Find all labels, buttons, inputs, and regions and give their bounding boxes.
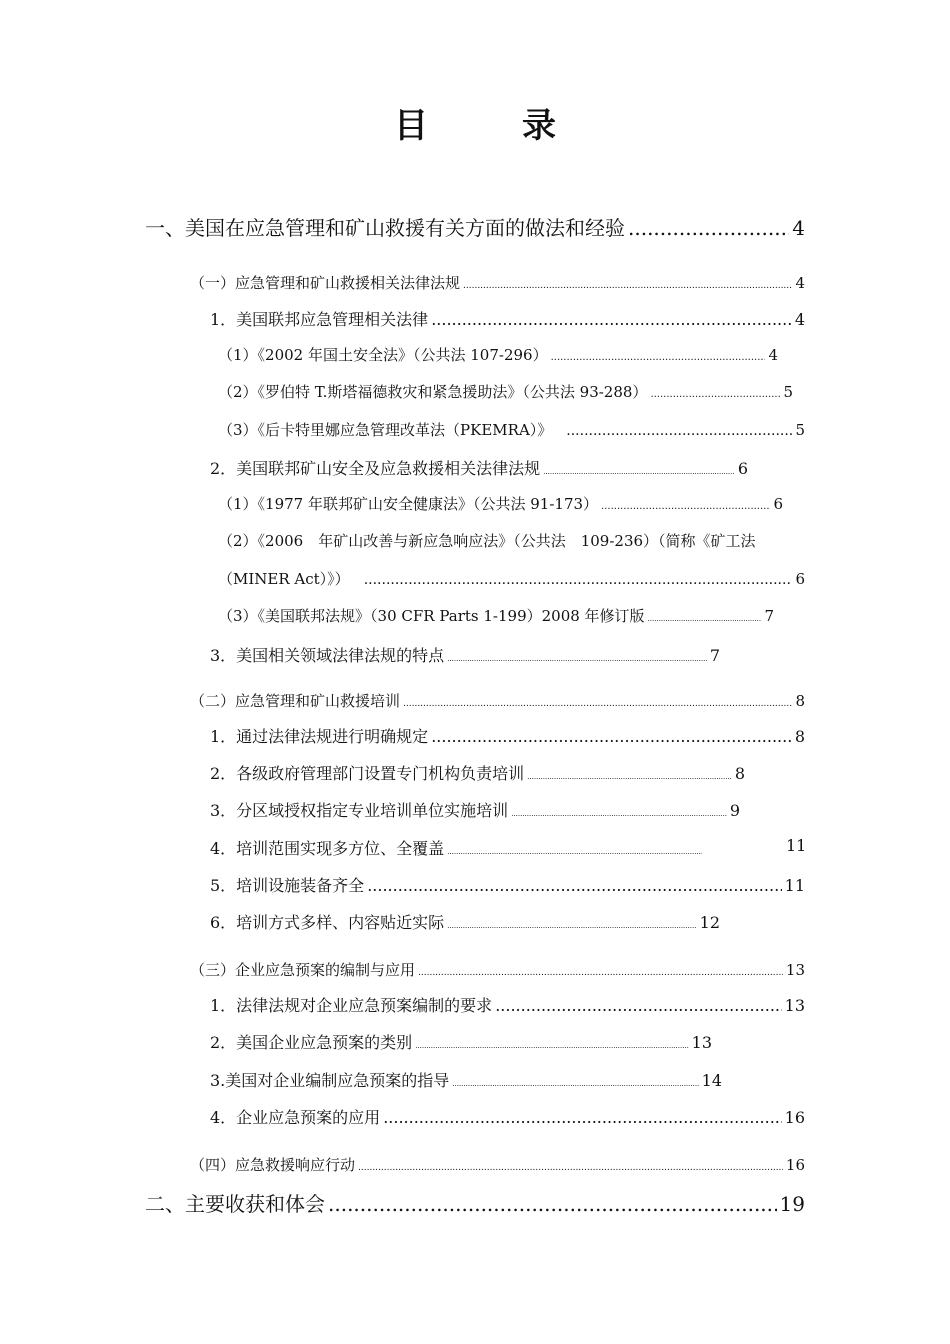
dot-leader: [447, 922, 696, 930]
toc-page-number: 9: [729, 801, 740, 820]
toc-page-number: 7: [709, 646, 720, 665]
dot-leader: [447, 655, 707, 663]
toc-entry-item[interactable]: [210, 873, 805, 896]
toc-entry-text: 一、美国在应急管理和矿山救援有关方面的做法和经验: [145, 216, 625, 240]
toc-entry-text: 2．各级政府管理部门设置专门机构负责培训: [210, 764, 525, 783]
dot-leader: [628, 216, 789, 240]
toc-entry-subitem[interactable]: [218, 419, 805, 440]
dot-leader: [648, 615, 762, 623]
dot-leader: [431, 310, 792, 329]
toc-entry-subitem-line2[interactable]: [218, 568, 805, 589]
toc-page-number: 13: [785, 961, 805, 979]
toc-page-number: 6: [795, 570, 805, 588]
dot-leader: [650, 389, 780, 400]
toc-entry-item[interactable]: [210, 456, 748, 479]
dot-leader: [495, 996, 781, 1015]
dot-leader: [415, 1042, 688, 1050]
toc-entry-text: 1．美国联邦应急管理相关法律: [210, 310, 429, 329]
toc-entry-subitem[interactable]: [218, 344, 778, 365]
dot-leader: [511, 810, 727, 818]
toc-entry-text: 3.美国对企业编制应急预案的指导: [210, 1071, 450, 1090]
toc-entry-text: （2）《罗伯特 T.斯塔福德救灾和紧急援助法》（公共法 93-288）: [218, 383, 648, 401]
toc-entry-text: 2．美国联邦矿山安全及应急救援相关法律法规: [210, 459, 541, 478]
toc-entry-item[interactable]: [210, 1105, 805, 1128]
toc-entry-text: 1．通过法律法规进行明确规定: [210, 727, 429, 746]
dot-leader: [566, 423, 792, 439]
toc-page-number: 8: [734, 764, 745, 783]
toc-entry-subitem[interactable]: [218, 381, 793, 402]
dot-leader: [418, 968, 783, 978]
toc-page-number: 6: [773, 495, 783, 513]
toc-entry-item[interactable]: [210, 1030, 712, 1053]
toc-entry-text: 3．分区域授权指定专业培训单位实施培训: [210, 801, 509, 820]
toc-entry-item[interactable]: [210, 910, 720, 933]
toc-entry-text: （1）《2002 年国土安全法》（公共法 107-296）: [218, 346, 548, 364]
toc-entry-item[interactable]: [210, 798, 740, 821]
toc-entry-text: 2．美国企业应急预案的类别: [210, 1033, 413, 1052]
toc-entry-subitem[interactable]: [218, 493, 783, 514]
toc-entry-text: （3）《美国联邦法规》（30 CFR Parts 1-199）2008 年修订版: [218, 607, 645, 625]
toc-page-number: 14: [701, 1071, 722, 1090]
dot-leader: [527, 773, 732, 781]
toc-entry-item[interactable]: [210, 761, 745, 784]
toc-entry-text: 4．企业应急预案的应用: [210, 1108, 381, 1127]
toc-entry-text: （二）应急管理和矿山救援培训: [190, 692, 401, 710]
toc-entry-text: 4．培训范围实现多方位、全覆盖: [210, 839, 445, 858]
toc-entry-subitem[interactable]: [218, 605, 774, 626]
toc-entry-text: （3）《后卡特里娜应急管理改革法（PKEMRA）》: [218, 421, 553, 439]
toc-page-number: 7: [764, 607, 774, 625]
toc-page-number: 8: [795, 692, 805, 710]
toc-page-number: 5: [795, 421, 805, 439]
toc-entry-item[interactable]: [210, 836, 705, 859]
toc-page-number: 19: [779, 1192, 805, 1216]
toc-page-number: 16: [785, 1156, 805, 1174]
toc-entry-text: 1．法律法规对企业应急预案编制的要求: [210, 996, 493, 1015]
toc-page-number: 11: [786, 836, 807, 855]
toc-page-number: 4: [794, 310, 805, 329]
toc-page-number: 4: [792, 216, 805, 240]
dot-leader: [367, 876, 781, 895]
toc-entry-section-4[interactable]: [190, 1154, 805, 1175]
toc-entry-item[interactable]: [210, 724, 805, 747]
toc-page-number: 12: [699, 913, 720, 932]
dot-leader: [383, 1108, 781, 1127]
dot-leader: [551, 352, 766, 363]
toc-entry-chapter-1[interactable]: [145, 212, 805, 241]
toc-entry-item[interactable]: [210, 307, 805, 330]
toc-entry-item[interactable]: [210, 993, 805, 1016]
toc-page-number: 16: [784, 1108, 805, 1127]
dot-leader: [601, 501, 770, 512]
toc-entry-subitem-line1[interactable]: （2）《2006 年矿山改善与新应急响应法》（公共法 109-236）（简称《矿工法: [218, 532, 756, 550]
toc-page-number: 11: [784, 876, 805, 895]
toc-entry-text: 二、主要收获和体会: [145, 1192, 325, 1216]
toc-page-number: 5: [783, 383, 793, 401]
dot-leader: [403, 699, 792, 709]
dot-leader: [463, 281, 792, 291]
dot-leader: [543, 468, 735, 476]
toc-entry-text: （一）应急管理和矿山救援相关法律法规: [190, 274, 461, 292]
toc-entry-text: 3．美国相关领域法律法规的特点: [210, 646, 445, 665]
toc-page-number: 4: [768, 346, 778, 364]
toc-entry-text: （三）企业应急预案的编制与应用: [190, 961, 416, 979]
toc-page-number: 4: [795, 274, 805, 292]
toc-entry-section-2[interactable]: [190, 690, 805, 711]
toc-entry-section-1[interactable]: [190, 272, 805, 293]
toc-entry-text: 6．培训方式多样、内容贴近实际: [210, 913, 445, 932]
toc-entry-text: （MINER Act）》）: [218, 570, 350, 588]
dot-leader: [328, 1192, 777, 1216]
toc-page-number: 13: [784, 996, 805, 1015]
dot-leader: [431, 727, 792, 746]
toc-entry-chapter-2[interactable]: [145, 1188, 805, 1217]
toc-page-number: 8: [794, 727, 805, 746]
dot-leader: [452, 1080, 698, 1088]
toc-entry-section-3[interactable]: [190, 959, 805, 980]
toc-entry-text: （四）应急救援响应行动: [190, 1156, 356, 1174]
toc-entry-text: （1）《1977 年联邦矿山安全健康法》（公共法 91-173）: [218, 495, 599, 513]
dot-leader: [447, 848, 702, 856]
dot-leader: [364, 572, 793, 588]
toc-entry-text: 5．培训设施装备齐全: [210, 876, 365, 895]
dot-leader: [358, 1163, 783, 1173]
toc-page-number: 13: [691, 1033, 712, 1052]
toc-entry-item[interactable]: [210, 1068, 722, 1091]
toc-page-number: 6: [737, 459, 748, 478]
toc-entry-item[interactable]: [210, 643, 720, 666]
page-title: 目 录: [394, 106, 586, 146]
